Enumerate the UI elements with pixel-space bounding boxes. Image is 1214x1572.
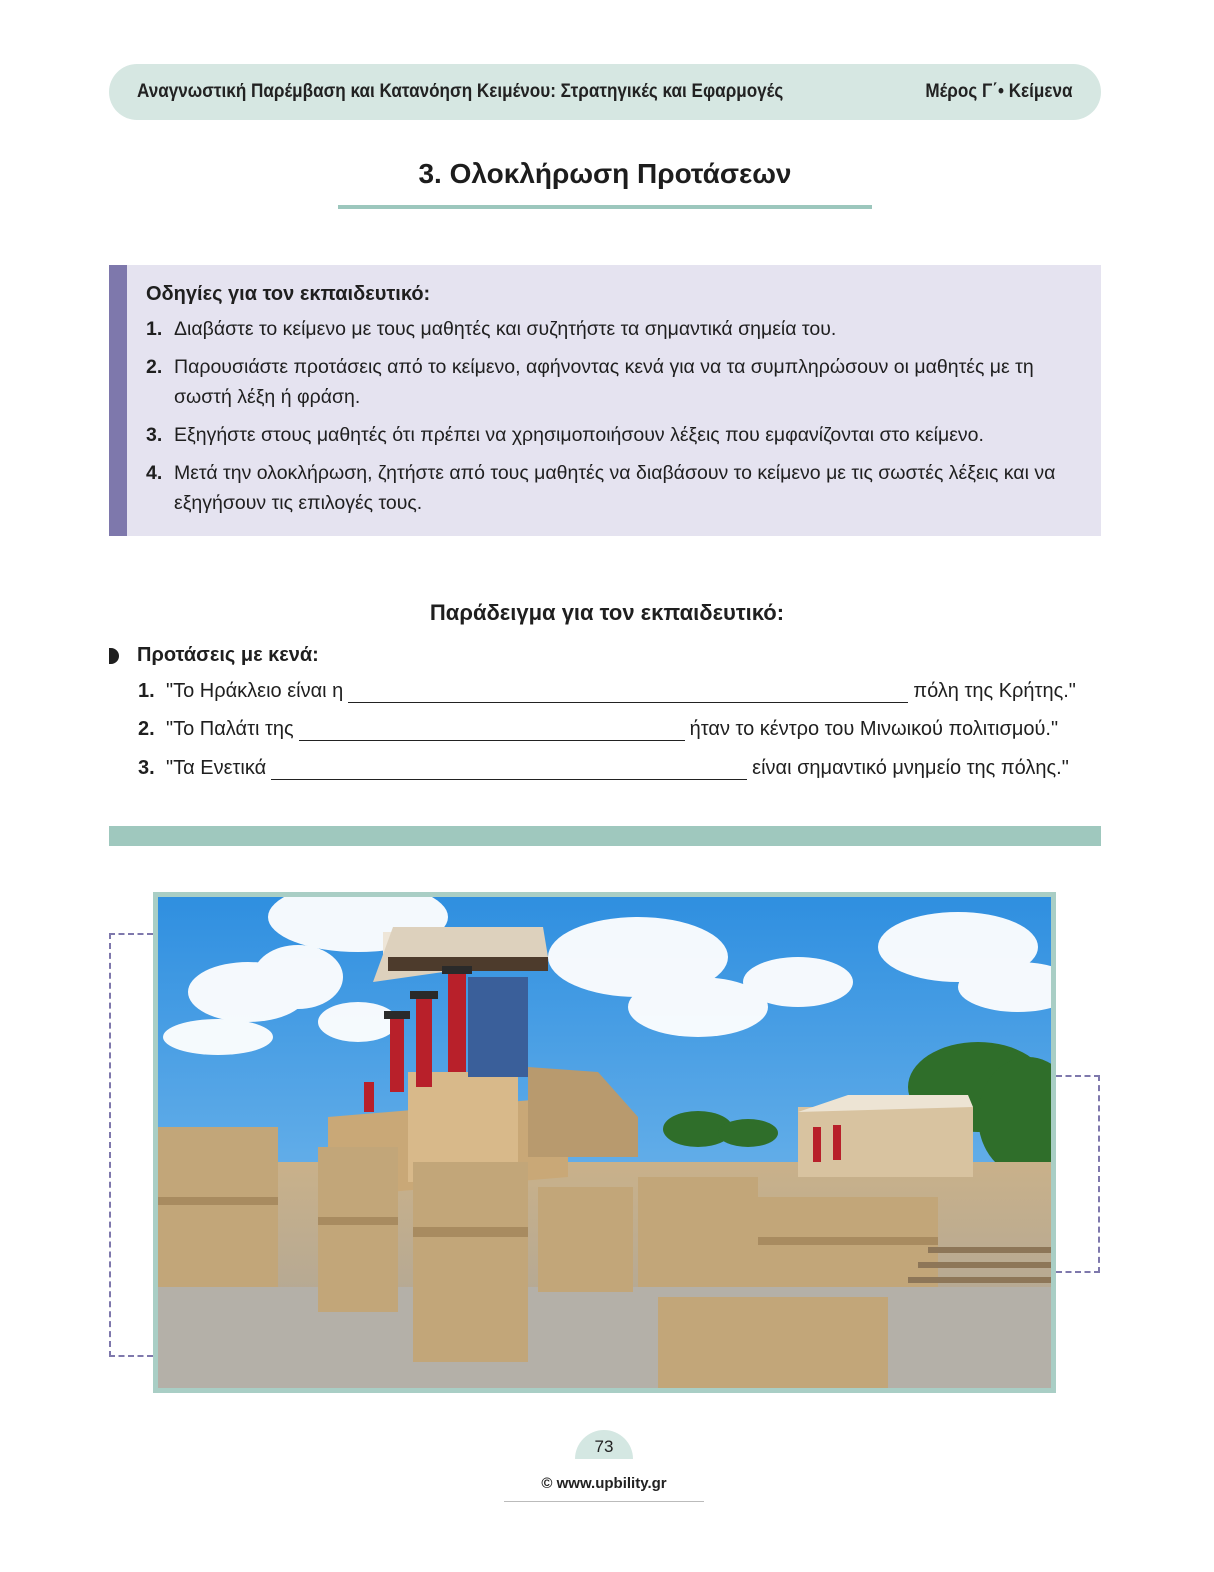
- half-circle-bullet-icon: [109, 648, 119, 664]
- footer-divider: [504, 1501, 704, 1502]
- sentence-item: [138, 718, 1058, 741]
- instructions-box: [109, 265, 1101, 536]
- sentence-number: 2.: [138, 718, 155, 740]
- sentence-item: [138, 757, 1069, 780]
- instructions-heading: Οδηγίες για τον εκπαιδευτικό:: [146, 283, 431, 305]
- decorative-bracket-right: [1056, 1075, 1100, 1273]
- instruction-item: [146, 420, 1081, 450]
- sentence-number: 1.: [138, 680, 155, 702]
- sentence-end: ήταν το κέντρο του Μινωικού πολιτισμού.": [689, 718, 1059, 740]
- sentence-item: [138, 680, 1076, 703]
- instruction-text: Διαβάστε το κείμενο με τους μαθητές και συζητήστε τα σημαντικά σημεία του.: [174, 318, 837, 340]
- sentence-start: "Το Ηράκλειο είναι η: [166, 680, 344, 702]
- instruction-item: [146, 352, 1081, 412]
- website-credit: © www.upbility.gr: [541, 1475, 667, 1492]
- sentence-number: 3.: [138, 757, 155, 779]
- sentence-end: πόλη της Κρήτης.": [913, 680, 1076, 702]
- fill-blank[interactable]: [299, 722, 685, 741]
- running-header: [109, 64, 1101, 120]
- knossos-palace-illustration: [158, 897, 1051, 1388]
- instruction-number: 4.: [146, 462, 163, 484]
- page-number: 73: [594, 1437, 614, 1456]
- instructions-list: [146, 314, 1081, 518]
- section-divider: [109, 826, 1101, 846]
- knossos-photo: [153, 892, 1056, 1393]
- title-underline: [338, 205, 872, 209]
- fill-blank[interactable]: [271, 761, 747, 780]
- instruction-number: 3.: [146, 424, 163, 446]
- sentence-start: "Τα Ενετικά: [166, 757, 267, 779]
- instruction-text: Παρουσιάστε προτάσεις από το κείμενο, αφήνοντας κενά για να τα συμπληρώσουν οι μαθητές με τη σωστή λέξη ή φράση.: [174, 356, 1034, 408]
- sentence-start: "Το Παλάτι της: [166, 718, 294, 740]
- header-book-title: Αναγνωστική Παρέμβαση και Κατανόηση Κειμένου: Στρατηγικές και Εφαρμογές: [137, 81, 784, 102]
- sentence-end: είναι σημαντικό μνημείο της πόλης.": [752, 757, 1069, 779]
- decorative-bracket-left: [109, 933, 153, 1357]
- instruction-text: Μετά την ολοκλήρωση, ζητήστε από τους μαθητές να διαβάσουν το κείμενο με τις σωστές λέξεις και να εξηγήσουν τις επιλογές τους.: [174, 462, 1056, 514]
- instruction-number: 2.: [146, 356, 163, 378]
- fill-blank[interactable]: [348, 684, 908, 703]
- instruction-item: [146, 314, 1081, 344]
- header-section-title: Μέρος Γ΄• Κείμενα: [925, 81, 1073, 102]
- instruction-item: [146, 458, 1081, 518]
- sentences-label: Προτάσεις με κενά:: [137, 644, 319, 666]
- instruction-text: Εξηγήστε στους μαθητές ότι πρέπει να χρησιμοποιήσουν λέξεις που εμφανίζονται στο κείμενο.: [174, 424, 984, 446]
- instruction-number: 1.: [146, 318, 163, 340]
- example-heading: Παράδειγμα για τον εκπαιδευτικό:: [429, 600, 785, 625]
- page-title: 3. Ολοκλήρωση Προτάσεων: [418, 158, 792, 189]
- sentences-bullet: [109, 644, 319, 667]
